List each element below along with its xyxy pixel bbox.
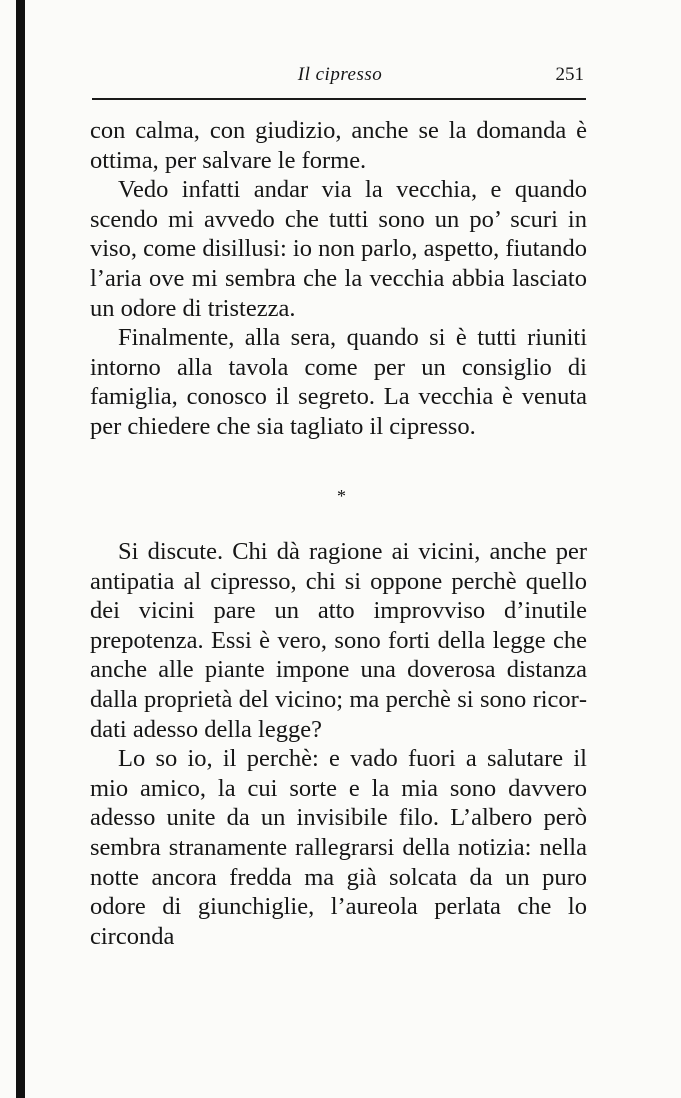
text-block-before-break [90, 116, 587, 442]
section-separator: * [337, 486, 346, 506]
paragraph: Finalmente, alla sera, quando si è tutti riuniti intorno alla tavola come per un consiglio di famiglia, conosco il segreto. La vecchia è venuta per chiedere che sia tagliato il cipresso. [90, 324, 587, 440]
paragraph-continued: con calma, con giudizio, anche se la domanda è ottima, per salvare le forme. [90, 117, 587, 174]
running-head [92, 62, 588, 90]
paragraph: Vedo infatti andar via la vecchia, e quando scendo mi avvedo che tutti sono un po’ scuri in viso, come disillusi: io non parlo, aspetto, fiutando l’aria ove mi sembra che la vecchia abbia lasciato un odore di tristezza. [90, 176, 587, 322]
book-spine-shadow [16, 0, 25, 1098]
paragraph: Si discute. Chi dà ragione ai vicini, anche per antipatia al cipresso, chi si oppone perchè quello dei vicini pare un atto improvviso d’inutile prepotenza. Essi è vero, sono forti della legge che anche alle piante impone una doverosa distanza dalla proprietà del vicino; ma perchè si sono ricordati adesso della legge? [90, 538, 587, 743]
header-rule [92, 98, 586, 100]
paragraph: Lo so io, il perchè: e vado fuori a salutare il mio amico, la cui sorte e la mia sono davvero adesso unite da un invisibile filo. L’albero però sembra stranamente rallegrarsi della notizia: nella notte ancora fredda ma già solcata da un puro odore di giunchiglie, l’aureola perlata che lo circonda [90, 745, 587, 950]
page-number: 251 [555, 64, 584, 85]
text-block-after-break [90, 537, 587, 951]
running-title: Il cipresso [297, 64, 383, 85]
